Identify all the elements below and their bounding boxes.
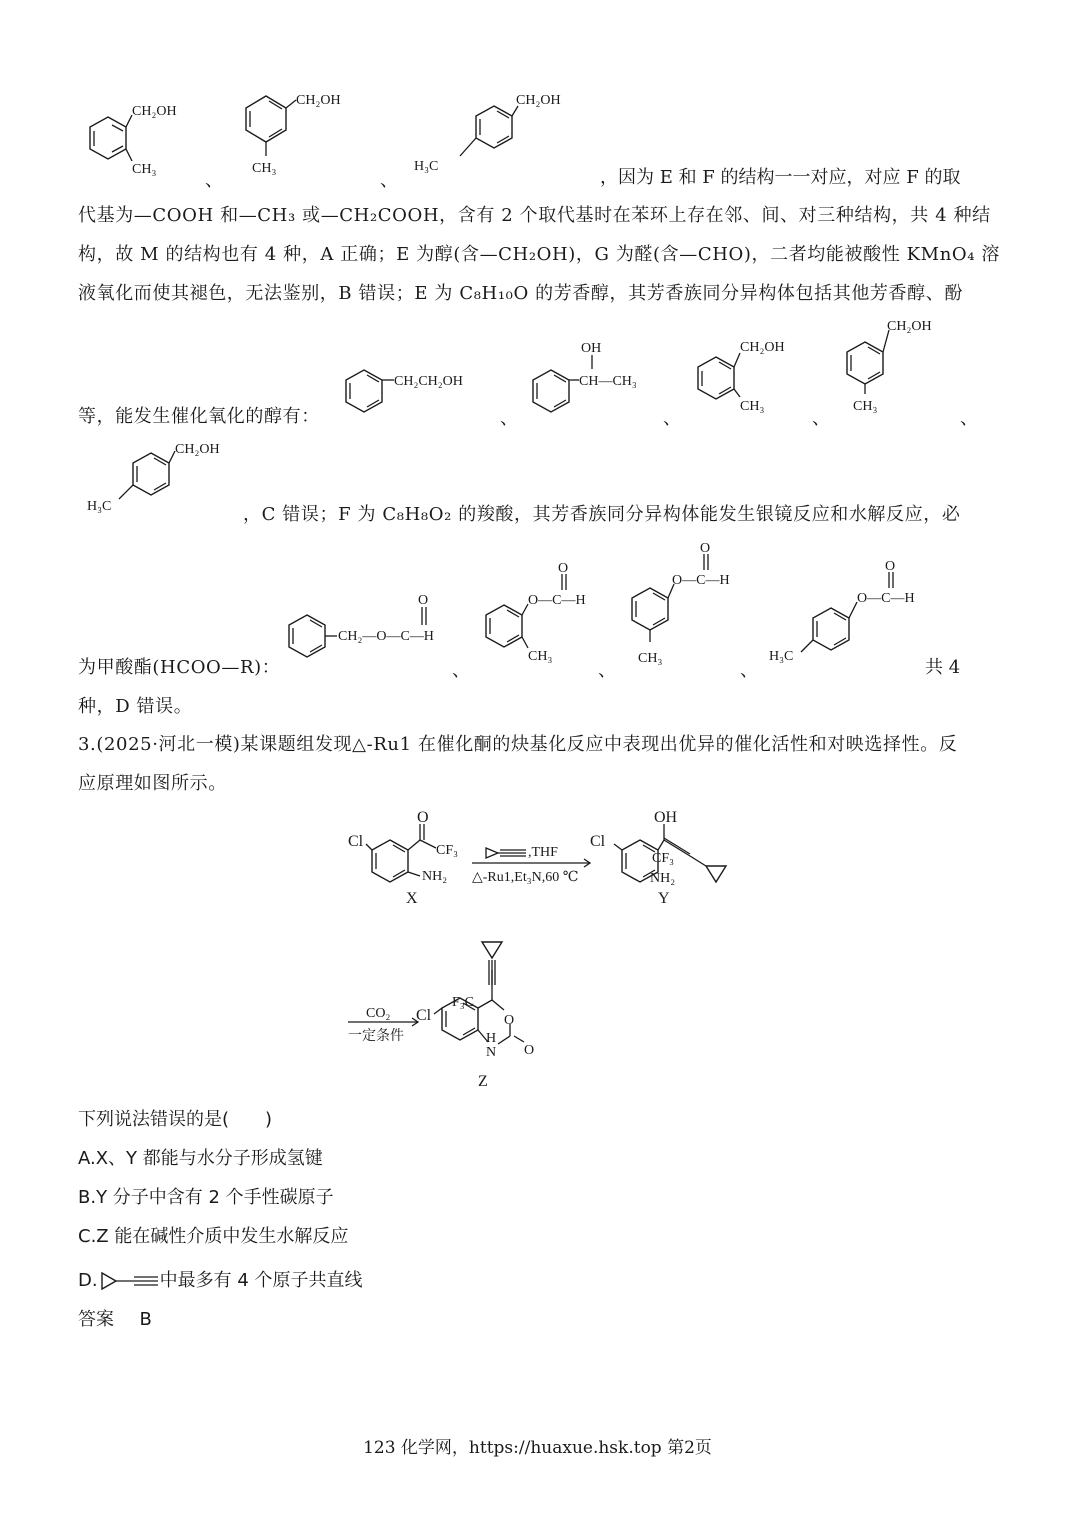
atom-cl: Cl: [348, 833, 364, 850]
option-d-prefix: D.: [78, 1270, 98, 1291]
sub-ch2oh: CH₂OH: [132, 104, 177, 119]
option-d-text: 中最多有 4 个原子共直线: [159, 1270, 363, 1291]
group-cf3: CF₃: [436, 843, 459, 858]
reaction-scheme: [340, 810, 760, 1090]
structure-m-tolyl-formate: [620, 540, 740, 670]
atom-o: O: [417, 809, 429, 826]
group-nh2: NH₂: [422, 869, 448, 884]
cyclopropylacetylene-icon: [98, 1270, 160, 1292]
structure-o-methylbenzyl-alcohol-2: [690, 335, 810, 420]
arrow1-conditions: △-Ru1,Et₃N,60 ℃: [472, 870, 579, 885]
question3-text: 应原理如图所示。: [78, 773, 227, 794]
row4-tail-text: 共 4: [925, 657, 961, 678]
sub-ch3: CH₃: [638, 651, 663, 666]
paragraph-line: 种，D 错误。: [78, 696, 193, 717]
sub-ch3: CH₃: [132, 162, 157, 177]
sub-ch2oh: CH₂OH: [887, 319, 932, 334]
structure-phenylethanol: [340, 360, 500, 420]
structure-p-tolyl-formate: [765, 558, 925, 668]
sub-h3c: H₃C: [87, 499, 112, 514]
atom-cl: Cl: [590, 833, 606, 850]
option-d: [78, 1266, 363, 1292]
arrow1-reagent: ,THF: [528, 845, 558, 860]
question3-text: 3.(2025·河北一模)某课题组发现△-Ru1 在催化酮的炔基化反应中表现出优异的催化活性和对映选择性。反: [78, 734, 958, 755]
separator: 、: [380, 170, 398, 191]
answer-value: B: [139, 1309, 152, 1330]
sub-ch3: CH₃: [740, 399, 765, 414]
paragraph-line: 液氧化而使其褪色，无法鉴别，B 错误；E 为 C₈H₁₀O 的芳香醇，其芳香族同分异构体包括其他芳香醇、酚: [78, 283, 963, 304]
sub-ch2ch2oh: CH₂CH₂OH: [394, 374, 463, 389]
separator: 、: [740, 660, 758, 681]
separator: 、: [452, 660, 470, 681]
question-prompt: 下列说法错误的是( ): [78, 1109, 273, 1130]
option-c: C.Z 能在碱性介质中发生水解反应: [78, 1226, 349, 1247]
label-x: X: [406, 890, 418, 907]
sub-ch2oh: CH₂OH: [296, 93, 341, 108]
answer-label: 答案: [78, 1309, 114, 1330]
carbonyl-o: O: [558, 561, 569, 576]
structure-m-methylbenzyl-alcohol-2: [835, 312, 965, 417]
sub-ch2oh: CH₂OH: [175, 442, 220, 457]
carbonyl-o: O: [885, 559, 896, 574]
atom-cl: Cl: [416, 1007, 432, 1024]
separator: 、: [500, 408, 518, 429]
structure-o-methylbenzyl-alcohol: [80, 95, 210, 185]
group-f3c: F₃C: [452, 995, 475, 1010]
arrow2-conditions: 一定条件: [348, 1029, 404, 1044]
row2-lead-text: 等，能发生催化氧化的醇有：: [78, 406, 320, 427]
ester-group: O—C—H: [528, 593, 586, 608]
sub-oh: OH: [581, 341, 602, 356]
row1-tail-text: ，因为 E 和 F 的结构一一对应，对应 F 的取: [600, 167, 961, 188]
reaction-arrow-1: [472, 845, 590, 885]
reaction-arrow-2: [348, 1006, 418, 1044]
structure-p-methylbenzyl-alcohol-2: [85, 435, 245, 520]
label-z: Z: [478, 1073, 488, 1090]
separator: 、: [812, 408, 830, 429]
atom-h: H: [486, 1031, 497, 1046]
ester-group: O—C—H: [857, 591, 915, 606]
carbonyl-o: O: [418, 593, 429, 608]
structure-benzyl-formate: [285, 585, 455, 670]
group-nh2: NH₂: [650, 871, 676, 886]
separator: 、: [598, 660, 616, 681]
sub-ch-ch3: CH—CH₃: [579, 374, 637, 389]
paragraph-line: 代基为—COOH 和—CH₃ 或—CH₂COOH，含有 2 个取代基时在苯环上存在邻、间、对三种结构，共 4 种结: [78, 205, 991, 226]
structure-o-tolyl-formate: [478, 560, 598, 670]
ester-chain: CH₂—O—C—H: [338, 629, 434, 644]
atom-o-ring: O: [504, 1013, 515, 1028]
separator: 、: [960, 408, 978, 429]
option-a: A.X、Y 都能与水分子形成氢键: [78, 1148, 323, 1169]
sub-ch3: CH₃: [853, 399, 878, 414]
label-y: Y: [658, 890, 670, 907]
structure-m-methylbenzyl-alcohol: [230, 80, 380, 180]
sub-h3c: H₃C: [414, 159, 439, 174]
paragraph-line: 构，故 M 的结构也有 4 种，A 正确；E 为醇(含—CH₂OH)，G 为醛(含—CHO)，二者均能被酸性 KMnO₄ 溶: [78, 244, 1000, 265]
sub-h3c: H₃C: [769, 649, 794, 664]
structure-1-phenylethanol: [525, 335, 665, 420]
arrow2-reagent: CO₂: [366, 1006, 391, 1021]
atom-o-carbonyl: O: [524, 1043, 535, 1058]
separator: 、: [205, 170, 223, 191]
row3-tail-text: ，C 错误；F 为 C₈H₈O₂ 的羧酸，其芳香族同分异构体能发生银镜反应和水解反应，必: [243, 504, 961, 525]
option-b: B.Y 分子中含有 2 个手性碳原子: [78, 1187, 334, 1208]
structure-p-methylbenzyl-alcohol: [410, 80, 600, 180]
atom-n: N: [486, 1045, 497, 1060]
ester-group: O—C—H: [672, 573, 730, 588]
page-footer: 123 化学网，https://huaxue.hsk.top 第2页: [363, 1438, 712, 1458]
carbonyl-o: O: [700, 541, 711, 556]
answer-line: [78, 1305, 152, 1331]
sub-ch2oh: CH₂OH: [740, 340, 785, 355]
compound-y: [590, 809, 726, 907]
row4-lead-text: 为甲酸酯(HCOO—R)：: [78, 657, 281, 678]
compound-x: [348, 809, 458, 907]
sub-ch3: CH₃: [528, 649, 553, 664]
sub-ch2oh: CH₂OH: [516, 93, 561, 108]
separator: 、: [663, 408, 681, 429]
group-oh: OH: [654, 809, 678, 826]
compound-z: [416, 942, 534, 1090]
sub-ch3: CH₃: [252, 161, 277, 176]
group-cf3: CF₃: [652, 851, 675, 866]
